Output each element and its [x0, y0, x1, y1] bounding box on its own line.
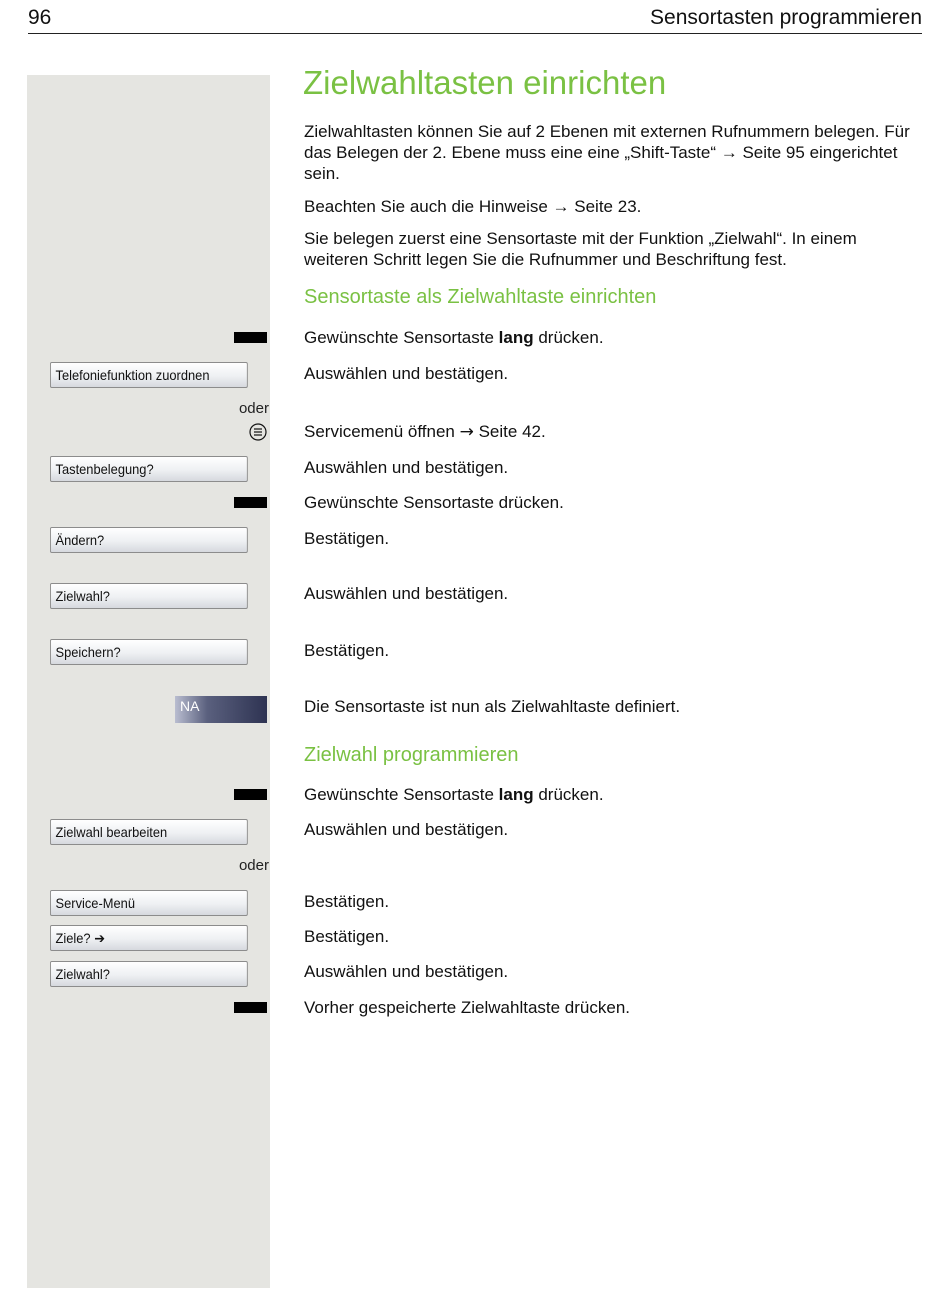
- step-text: Auswählen und bestätigen.: [304, 364, 509, 383]
- section-heading-zielwahl: Zielwahl programmieren: [304, 744, 519, 766]
- sensor-key-icon: [234, 332, 267, 343]
- step-text: Bestätigen.: [304, 641, 390, 660]
- step-text: Auswählen und bestätigen.: [304, 458, 509, 477]
- zielwahl-button[interactable]: Zielwahl?: [50, 583, 248, 609]
- step-text: Bestätigen.: [304, 529, 390, 548]
- section-title: Sensortasten programmieren: [650, 6, 922, 29]
- step-text: Bestätigen.: [304, 927, 390, 946]
- step-text: Auswählen und bestätigen.: [304, 820, 509, 839]
- step-text: Vorher gespeicherte Zielwahltaste drücken.: [304, 998, 631, 1017]
- page-number: 96: [28, 6, 52, 29]
- intro-paragraph-1: Zielwahltasten können Sie auf 2 Ebenen mit externen Rufnummern belegen. Für das Belegen der 2. Ebene muss eine eine „Shift-Taste“ → Seite 95 eingerichtet sein.: [304, 122, 910, 183]
- ziele-button[interactable]: Ziele? ➔: [50, 925, 248, 951]
- step-text: Bestätigen.: [304, 892, 390, 911]
- step-text: Gewünschte Sensortaste drücken.: [304, 493, 564, 512]
- step-text: Servicemenü öffnen → Seite 42.: [304, 422, 546, 442]
- sidebar-panel: [27, 75, 270, 1288]
- oder-label: oder: [238, 857, 269, 874]
- sensor-key-icon: [234, 789, 267, 800]
- sensor-key-icon: [234, 1002, 267, 1013]
- telefoniefunktion-zuordnen-button[interactable]: Telefoniefunktion zuordnen: [50, 362, 248, 388]
- service-menu-button[interactable]: Service-Menü: [50, 890, 248, 916]
- speichern-button[interactable]: Speichern?: [50, 639, 248, 665]
- oder-label: oder: [238, 400, 269, 417]
- step-text: Auswählen und bestätigen.: [304, 962, 509, 981]
- step-text: Gewünschte Sensortaste lang drücken.: [304, 328, 604, 347]
- display-text: NA: [180, 698, 200, 714]
- step-text: Die Sensortaste ist nun als Zielwahltaste definiert.: [304, 697, 681, 716]
- aendern-button[interactable]: Ändern?: [50, 527, 248, 553]
- step-text: Auswählen und bestätigen.: [304, 584, 509, 603]
- step-text: Gewünschte Sensortaste lang drücken.: [304, 785, 604, 804]
- section-heading-sensortaste: Sensortaste als Zielwahltaste einrichten: [304, 286, 657, 308]
- page-title: Zielwahltasten einrichten: [303, 64, 667, 101]
- zielwahl-button[interactable]: Zielwahl?: [50, 961, 248, 987]
- header-divider: [28, 33, 922, 34]
- service-menu-icon[interactable]: [249, 423, 267, 441]
- sensor-key-icon: [234, 497, 267, 508]
- tastenbelegung-button[interactable]: Tastenbelegung?: [50, 456, 248, 482]
- zielwahl-bearbeiten-button[interactable]: Zielwahl bearbeiten: [50, 819, 248, 845]
- arrow-right-icon: ➔: [94, 931, 105, 947]
- intro-paragraph-3: Sie belegen zuerst eine Sensortaste mit der Funktion „Zielwahl“. In einem weiteren Schritt legen Sie die Rufnummer und Beschriftung fest.: [304, 229, 857, 269]
- intro-paragraph-2: Beachten Sie auch die Hinweise → Seite 23.: [304, 197, 642, 216]
